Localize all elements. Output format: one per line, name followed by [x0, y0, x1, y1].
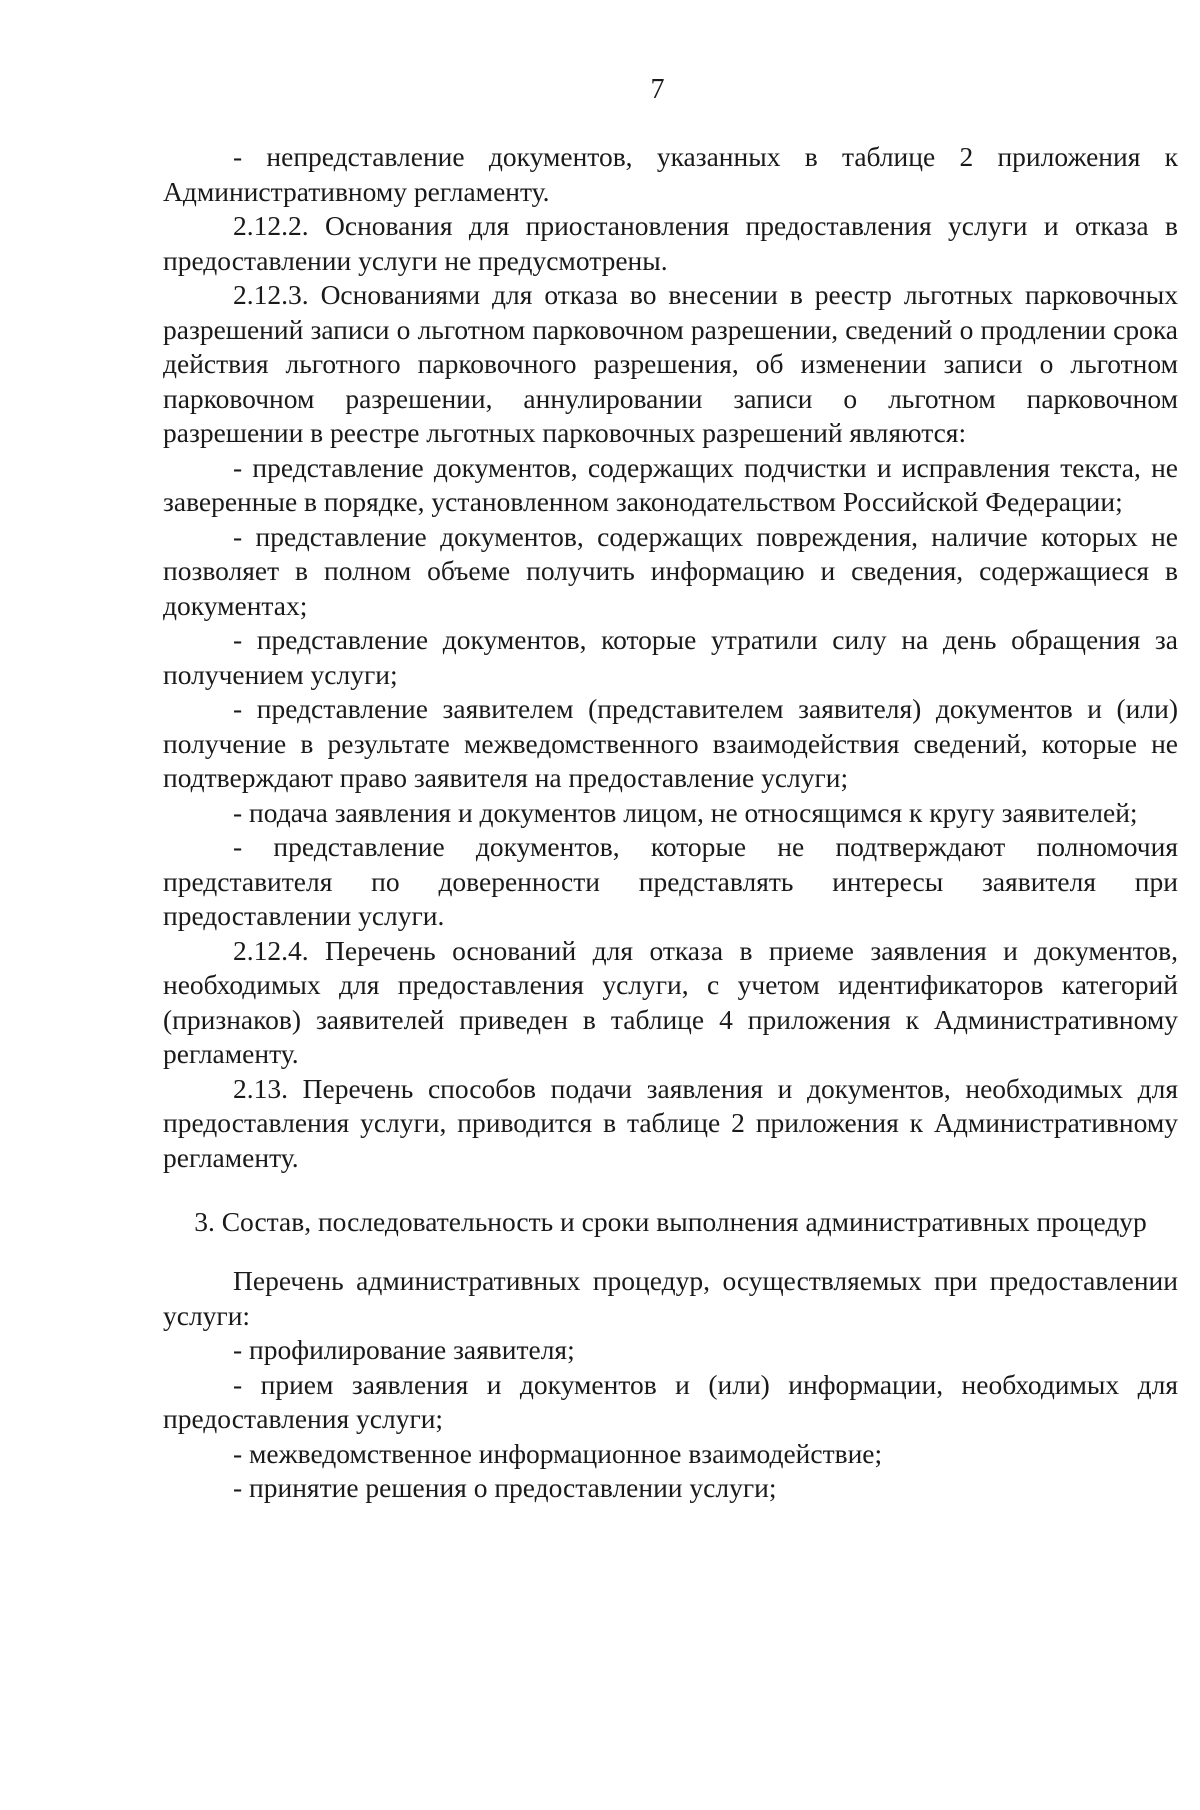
paragraph: 2.12.2. Основания для приостановления предоставления услуги и отказа в предоставлении услуги не предусмотрены. — [163, 210, 1178, 276]
page-number: 7 — [650, 74, 665, 105]
list-item: - прием заявления и документов и (или) информации, необходимых для предоставления услуги; — [163, 1368, 1178, 1434]
paragraph: 2.13. Перечень способов подачи заявления и документов, необходимых для предоставления услуги, приводится в таблице 2 приложения к Административному регламенту. — [163, 1072, 1178, 1173]
paragraph: 2.12.4. Перечень оснований для отказа в приеме заявления и документов, необходимых для предоставления услуги, с учетом идентификаторов категорий (признаков) заявителей приведен в таблице 4 приложения к Административному регламенту. — [163, 934, 1178, 1069]
list-item: - профилирование заявителя; — [233, 1334, 575, 1365]
paragraph: - представление документов, которые не подтверждают полномочия представителя по доверенности представлять интересы заявителя при предоставлении услуги. — [163, 831, 1178, 931]
section-paragraph: Перечень административных процедур, осуществляемых при предоставлении услуги: — [163, 1265, 1178, 1331]
paragraph: - представление документов, которые утратили силу на день обращения за получением услуги; — [163, 624, 1178, 690]
list-item: - принятие решения о предоставлении услуги; — [233, 1472, 777, 1503]
paragraph: - подача заявления и документов лицом, не относящимся к кругу заявителей; — [233, 796, 1138, 828]
document-body — [163, 140, 1178, 1506]
paragraph: - представление документов, содержащих повреждения, наличие которых не позволяет в полном объеме получить информацию и сведения, содержащиеся в документах; — [163, 520, 1178, 621]
paragraph: - непредставление документов, указанных в таблице 2 приложения к Административному регламенту. — [163, 141, 1178, 207]
paragraph: - представление заявителем (представителем заявителя) документов и (или) получение в результате межведомственного взаимодействия сведений, которые не подтверждают право заявителя на предоставление услуги; — [163, 693, 1178, 793]
list-item: - межведомственное информационное взаимодействие; — [233, 1437, 883, 1469]
paragraph: - представление документов, содержащих подчистки и исправления текста, не заверенные в порядке, установленном законодательством Российской Федерации; — [163, 451, 1178, 517]
section-heading: 3. Состав, последовательность и сроки выполнения административных процедур — [194, 1206, 1147, 1237]
paragraph: 2.12.3. Основаниями для отказа во внесении в реестр льготных парковочных разрешений записи о льготном парковочном разрешении, сведений о продлении срока действия льготного парковочного разрешения, об изменении записи о льготном парковочном разрешении, аннулировании записи о льготном парковочном разрешении в реестре льготных парковочных разрешений являются: — [163, 279, 1178, 448]
